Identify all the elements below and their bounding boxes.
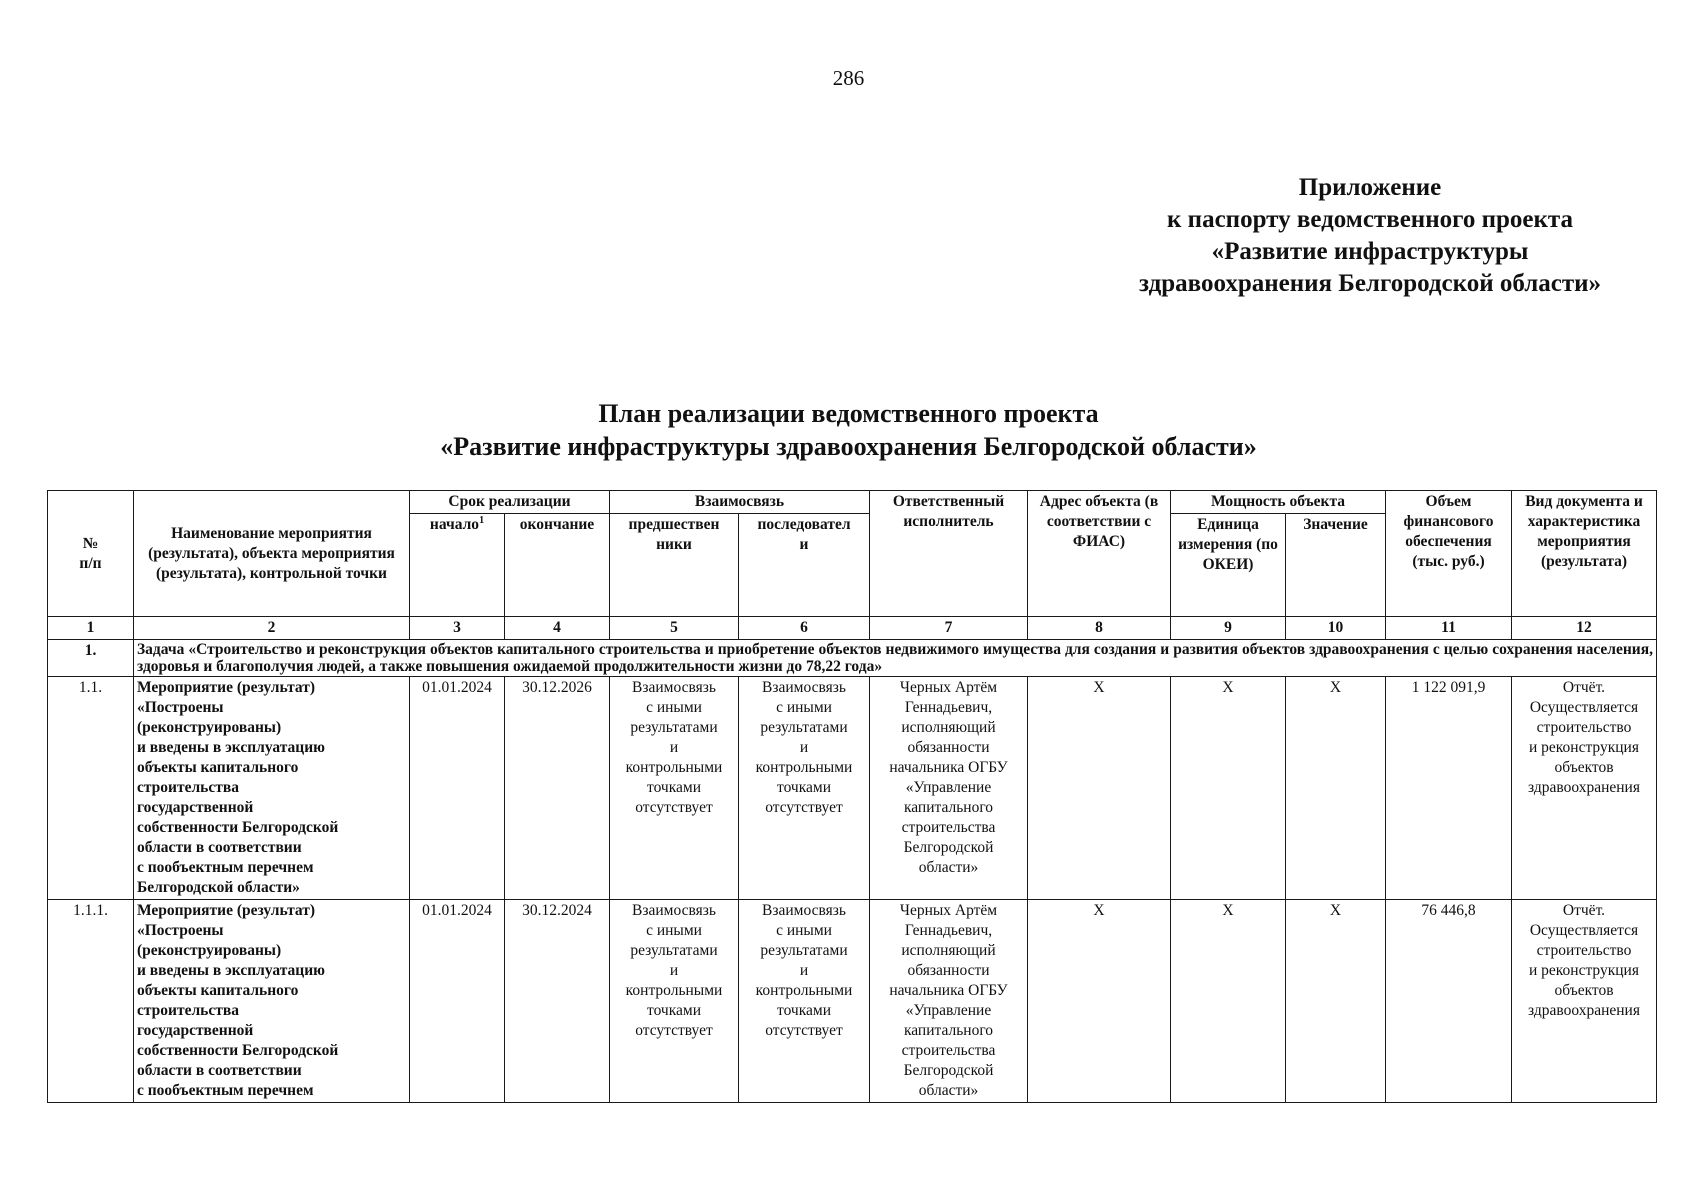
column-number: 10 — [1286, 617, 1386, 640]
footnote-mark: 1 — [479, 514, 485, 526]
header-address: Адрес объекта (в соответствии с ФИАС) — [1028, 491, 1171, 617]
column-number: 11 — [1386, 617, 1512, 640]
header-successors: последовател и — [739, 514, 870, 617]
column-number: 6 — [739, 617, 870, 640]
row-start: 01.01.2024 — [410, 677, 505, 900]
column-number: 8 — [1028, 617, 1171, 640]
column-number: 2 — [134, 617, 410, 640]
header-start-label: начало — [429, 516, 480, 533]
column-number-row — [48, 617, 1657, 640]
row-finance: 76 446,8 — [1386, 900, 1512, 1103]
header-name: Наименование мероприятия (результата), объекта мероприятия (результата), контрольной точки — [134, 491, 410, 617]
header-row — [48, 491, 1657, 514]
row-num: 1.1. — [48, 677, 134, 900]
header-term: Срок реализации — [410, 491, 610, 514]
header-predecessors: предшествен ники — [610, 514, 739, 617]
column-number: 4 — [505, 617, 610, 640]
row-num: 1.1.1. — [48, 900, 134, 1103]
row-unit: Х — [1171, 677, 1286, 900]
column-number: 1 — [48, 617, 134, 640]
row-name: Мероприятие (результат) «Построены (реконструированы) и введены в эксплуатацию объекты капитального строительства государственной собственности Белгородской области в соответствии с пообъектным перечнем — [134, 900, 410, 1103]
header-relation: Взаимосвязь — [610, 491, 870, 514]
header-start — [410, 514, 505, 617]
row-finance: 1 122 091,9 — [1386, 677, 1512, 900]
table-row — [48, 900, 1657, 1103]
implementation-plan-table — [47, 490, 1657, 1103]
plan-title — [0, 397, 1697, 463]
column-number: 3 — [410, 617, 505, 640]
row-predecessors: Взаимосвязь с иными результатами и контрольными точками отсутствует — [610, 900, 739, 1103]
row-doc: Отчёт. Осуществляется строительство и реконструкция объектов здравоохранения — [1512, 900, 1657, 1103]
column-number: 9 — [1171, 617, 1286, 640]
page-number: 286 — [832, 66, 865, 90]
row-predecessors: Взаимосвязь с иными результатами и контрольными точками отсутствует — [610, 677, 739, 900]
row-executor: Черных Артём Геннадьевич, исполняющий обязанности начальника ОГБУ «Управление капитального строительства Белгородской области» — [870, 900, 1028, 1103]
header-unit: Единица измерения (по ОКЕИ) — [1171, 514, 1286, 617]
row-value: Х — [1286, 900, 1386, 1103]
row-value: Х — [1286, 677, 1386, 900]
table-row — [48, 677, 1657, 900]
row-end: 30.12.2024 — [505, 900, 610, 1103]
column-number: 12 — [1512, 617, 1657, 640]
task-row — [48, 640, 1657, 677]
row-unit: Х — [1171, 900, 1286, 1103]
appendix-line: здравоохранения Белгородской области» — [1138, 270, 1602, 297]
header-executor: Ответственный исполнитель — [870, 491, 1028, 617]
row-doc: Отчёт. Осуществляется строительство и реконструкция объектов здравоохранения — [1512, 677, 1657, 900]
plan-title-line: «Развитие инфраструктуры здравоохранения Белгородской области» — [440, 432, 1257, 461]
appendix-line: Приложение — [1298, 174, 1442, 201]
row-name: Мероприятие (результат) «Построены (реконструированы) и введены в эксплуатацию объекты капитального строительства государственной собственности Белгородской области в соответствии с пообъектным перечнем Белгородской области» — [134, 677, 410, 900]
row-successors: Взаимосвязь с иными результатами и контрольными точками отсутствует — [739, 900, 870, 1103]
row-successors: Взаимосвязь с иными результатами и контрольными точками отсутствует — [739, 677, 870, 900]
header-end: окончание — [505, 514, 610, 617]
row-start: 01.01.2024 — [410, 900, 505, 1103]
task-num: 1. — [48, 640, 134, 677]
row-executor: Черных Артём Геннадьевич, исполняющий обязанности начальника ОГБУ «Управление капитального строительства Белгородской области» — [870, 677, 1028, 900]
appendix-line: к паспорту ведомственного проекта — [1167, 206, 1573, 233]
task-text: Задача «Строительство и реконструкция объектов капитального строительства и приобретение объектов недвижимого имущества для создания и развития объектов здравоохранения с целью сохранения населения, здоровья и благополучия людей, а также повышения ожидаемой продолжительности жизни до 78,22 года» — [134, 640, 1657, 677]
row-address: Х — [1028, 900, 1171, 1103]
header-doc: Вид документа и характеристика мероприятия (результата) — [1512, 491, 1657, 617]
plan-title-line: План реализации ведомственного проекта — [598, 399, 1099, 428]
appendix-line: «Развитие инфраструктуры — [1211, 238, 1529, 265]
column-number: 5 — [610, 617, 739, 640]
header-value: Значение — [1286, 514, 1386, 617]
appendix-header — [1080, 172, 1660, 300]
column-number: 7 — [870, 617, 1028, 640]
header-finance: Объем финансового обеспечения (тыс. руб.) — [1386, 491, 1512, 617]
header-capacity: Мощность объекта — [1171, 491, 1386, 514]
row-address: Х — [1028, 677, 1171, 900]
header-num: № п/п — [48, 491, 134, 617]
row-end: 30.12.2026 — [505, 677, 610, 900]
